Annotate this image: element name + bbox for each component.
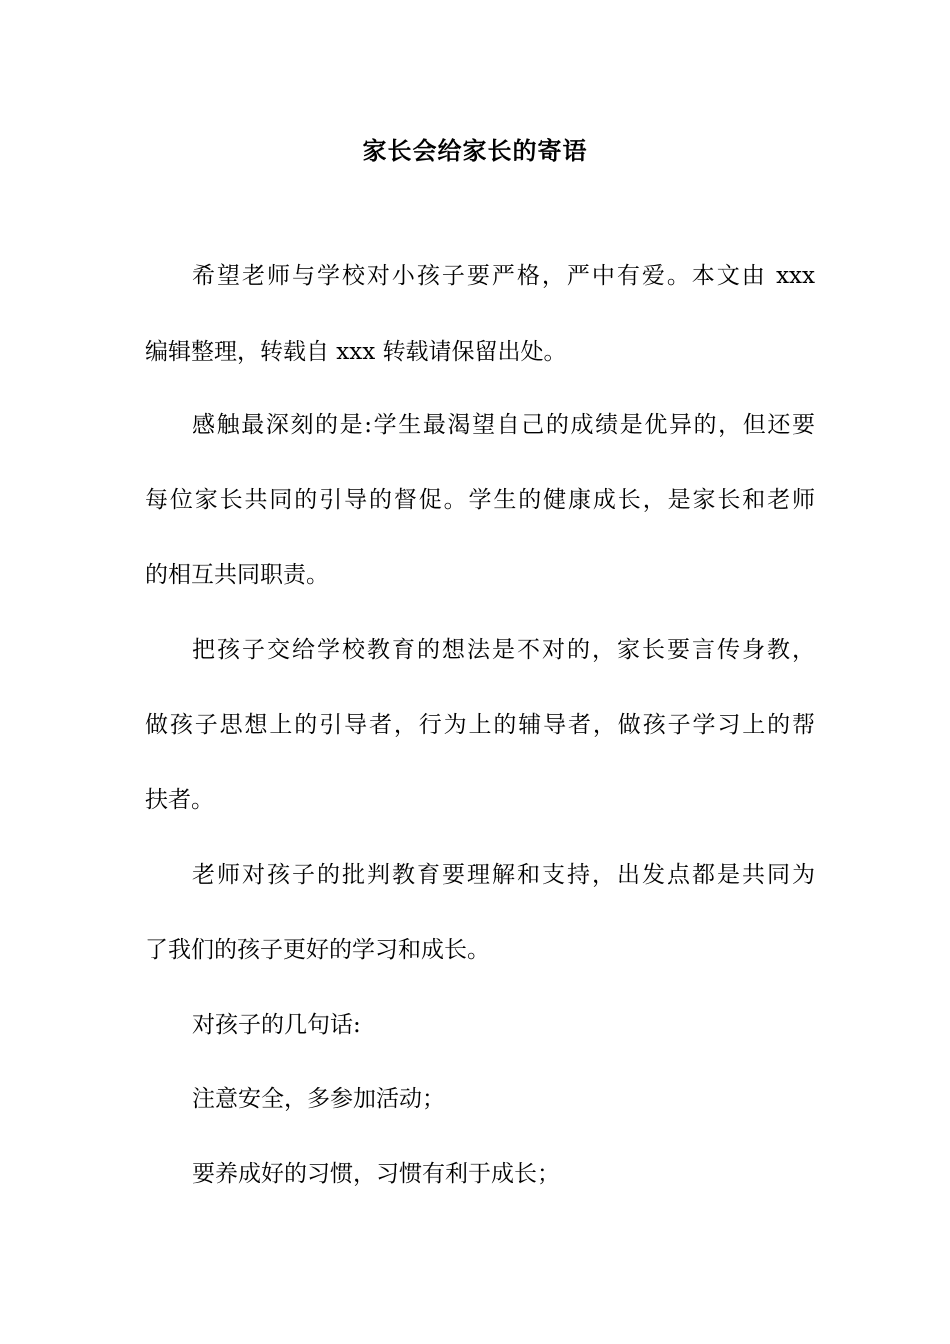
paragraph-line: 了我们的孩子更好的学习和成长。 — [145, 937, 490, 963]
paragraph-line: 感触最深刻的是:学生最渴望自己的成绩是优异的，但还要 — [192, 412, 815, 438]
document-title: 家长会给家长的寄语 — [362, 136, 588, 165]
paragraph-line: 希望老师与学校对小孩子要严格，严中有爱。本文由 xxx — [192, 263, 815, 289]
paragraph-line: 扶者。 — [145, 787, 214, 813]
paragraph-line: 编辑整理，转载自 xxx 转载请保留出处。 — [145, 339, 567, 365]
paragraph-line: 要养成好的习惯，习惯有利于成长； — [192, 1161, 560, 1187]
paragraph-line: 每位家长共同的引导的督促。学生的健康成长，是家长和老师 — [145, 487, 815, 513]
paragraph-line: 对孩子的几句话: — [192, 1012, 361, 1038]
paragraph-line: 做孩子思想上的引导者，行为上的辅导者，做孩子学习上的帮 — [145, 712, 815, 738]
paragraph-line: 老师对孩子的批判教育要理解和支持，出发点都是共同为 — [192, 862, 815, 888]
paragraph-line: 把孩子交给学校教育的想法是不对的，家长要言传身教， — [192, 637, 815, 663]
paragraph-line: 的相互共同职责。 — [145, 562, 329, 588]
paragraph-line: 注意安全，多参加活动； — [192, 1086, 445, 1112]
